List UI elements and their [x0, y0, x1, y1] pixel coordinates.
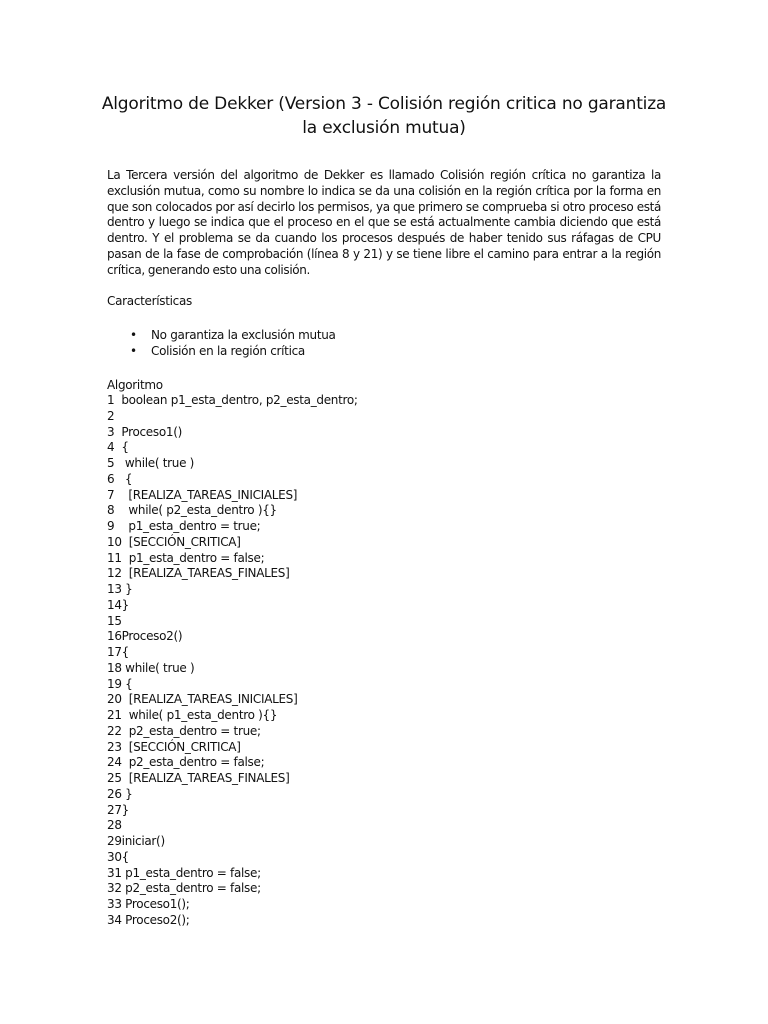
code-listing: [107, 393, 358, 929]
code-line: 29iniciar(): [107, 834, 165, 848]
code-line: 9 p1_esta_dentro = true;: [107, 519, 261, 533]
features-list: [130, 327, 336, 359]
code-line: 15: [107, 613, 122, 628]
code-line: 22 p2_esta_dentro = true;: [107, 723, 261, 738]
code-line: 10 [SECCIÓN_CRITICA]: [107, 534, 241, 549]
list-item: [130, 343, 336, 359]
code-line: 20 [REALIZA_TAREAS_INICIALES]: [107, 692, 298, 707]
code-line: 32 p2_esta_dentro = false;: [107, 881, 261, 896]
document-title: Algoritmo de Dekker (Version 3 - Colisión región critica no garantiza la exclusión mutua): [101, 94, 667, 138]
intro-paragraph: La Tercera versión del algoritmo de Dekker es llamado Colisión región crítica no garantiza la exclusión mutua, como su nombre lo indica se da una colisión en la región crítica por la forma en que son colocados por así decirlo los permisos, ya que primero se comprueba si otro proceso está dentro y luego se indica que el proceso en el que se está actualmente cambia diciendo que está dentro. Y el problema se da cuando los procesos después de haber tenido sus ráfagas de CPU pasan de la fase de comprobación (línea 8 y 21) y se tiene libre el camino para entrar a la región crítica, generando esto una colisión.: [107, 168, 661, 277]
code-line: 5 while( true ): [107, 456, 195, 470]
code-line: 3 Proceso1(): [107, 424, 182, 439]
code-line: 30{: [107, 849, 130, 864]
code-line: 13 }: [107, 582, 133, 596]
code-line: 27}: [107, 802, 130, 817]
code-line: 17{: [107, 645, 130, 659]
code-line: 18 while( true ): [107, 660, 195, 675]
code-line: 33 Proceso1();: [107, 897, 190, 911]
code-line: 24 p2_esta_dentro = false;: [107, 755, 265, 770]
code-line: 2: [107, 408, 115, 423]
features-heading: Características: [107, 294, 192, 308]
code-line: 4 {: [107, 440, 129, 455]
list-item-text: Colisión en la región crítica: [151, 344, 305, 358]
code-line: 11 p1_esta_dentro = false;: [107, 550, 265, 565]
code-line: 31 p1_esta_dentro = false;: [107, 865, 261, 880]
code-line: 7 [REALIZA_TAREAS_INICIALES]: [107, 487, 298, 502]
bullet-icon: •: [130, 328, 137, 342]
code-line: 14}: [107, 597, 130, 612]
list-item-text: No garantiza la exclusión mutua: [151, 328, 336, 342]
code-line: 8 while( p2_esta_dentro ){}: [107, 503, 277, 518]
code-line: 16Proceso2(): [107, 629, 183, 644]
code-line: 1 boolean p1_esta_dentro, p2_esta_dentro;: [107, 393, 358, 407]
code-line: 12 [REALIZA_TAREAS_FINALES]: [107, 566, 290, 581]
bullet-icon: •: [130, 344, 137, 358]
list-item: [130, 327, 336, 343]
code-line: 6 {: [107, 471, 133, 486]
code-line: 19 {: [107, 676, 133, 691]
code-line: 26 }: [107, 786, 133, 801]
code-line: 21 while( p1_esta_dentro ){}: [107, 708, 278, 722]
code-line: 25 [REALIZA_TAREAS_FINALES]: [107, 771, 290, 785]
code-line: 28: [107, 818, 122, 833]
code-line: 34 Proceso2();: [107, 912, 190, 927]
algorithm-heading: Algoritmo: [107, 378, 163, 392]
code-line: 23 [SECCIÓN_CRITICA]: [107, 739, 241, 754]
